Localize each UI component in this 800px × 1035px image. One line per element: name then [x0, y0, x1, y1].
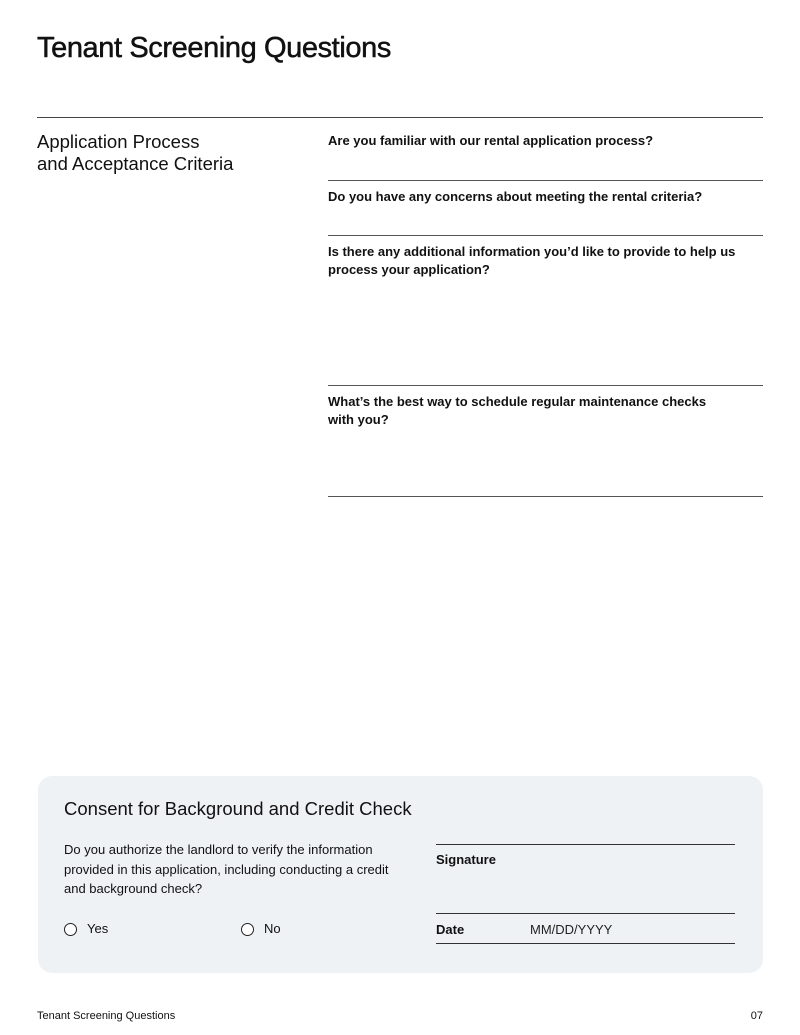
answer-field-2[interactable]	[328, 206, 763, 235]
signature-line	[436, 844, 735, 845]
signature-label: Signature	[436, 852, 496, 867]
answer-field-4[interactable]	[328, 430, 763, 496]
question-1: Are you familiar with our rental application process?	[328, 133, 654, 148]
answer-line-1	[328, 180, 763, 181]
consent-option-no[interactable]	[241, 920, 281, 938]
footer-document-title: Tenant Screening Questions	[37, 1010, 176, 1022]
section-heading-line-1: Application Process	[37, 131, 200, 152]
page-title: Tenant Screening Questions	[37, 32, 391, 64]
footer-page-number: 07	[750, 1010, 763, 1022]
radio-yes-label: Yes	[87, 921, 109, 936]
question-3: Is there any additional information you’d like to provide to help us process your application?	[328, 244, 736, 277]
answer-field-3[interactable]	[328, 280, 763, 385]
section-heading-line-2: and Acceptance Criteria	[37, 153, 234, 174]
answer-field-1[interactable]	[328, 150, 763, 180]
question-4: What’s the best way to schedule regular maintenance checks with you?	[328, 394, 707, 427]
answer-line-4	[328, 496, 763, 497]
date-field[interactable]: MM/DD/YYYY	[530, 922, 613, 937]
answer-line-3	[328, 385, 763, 386]
signature-field[interactable]	[436, 866, 735, 913]
date-label: Date	[436, 922, 465, 937]
date-bottom-line	[436, 943, 735, 944]
consent-title: Consent for Background and Credit Check	[64, 798, 412, 819]
answer-line-2	[328, 235, 763, 236]
consent-question: Do you authorize the landlord to verify the information provided in this application, including conducting a credit and background check?	[64, 842, 389, 896]
section-heading	[37, 131, 233, 175]
question-2: Do you have any concerns about meeting the rental criteria?	[328, 189, 703, 204]
date-top-line	[436, 913, 735, 914]
header-divider	[37, 117, 763, 118]
radio-yes-icon[interactable]	[64, 923, 77, 936]
consent-option-yes[interactable]	[64, 920, 108, 938]
radio-no-icon[interactable]	[241, 923, 254, 936]
radio-no-label: No	[264, 921, 281, 936]
